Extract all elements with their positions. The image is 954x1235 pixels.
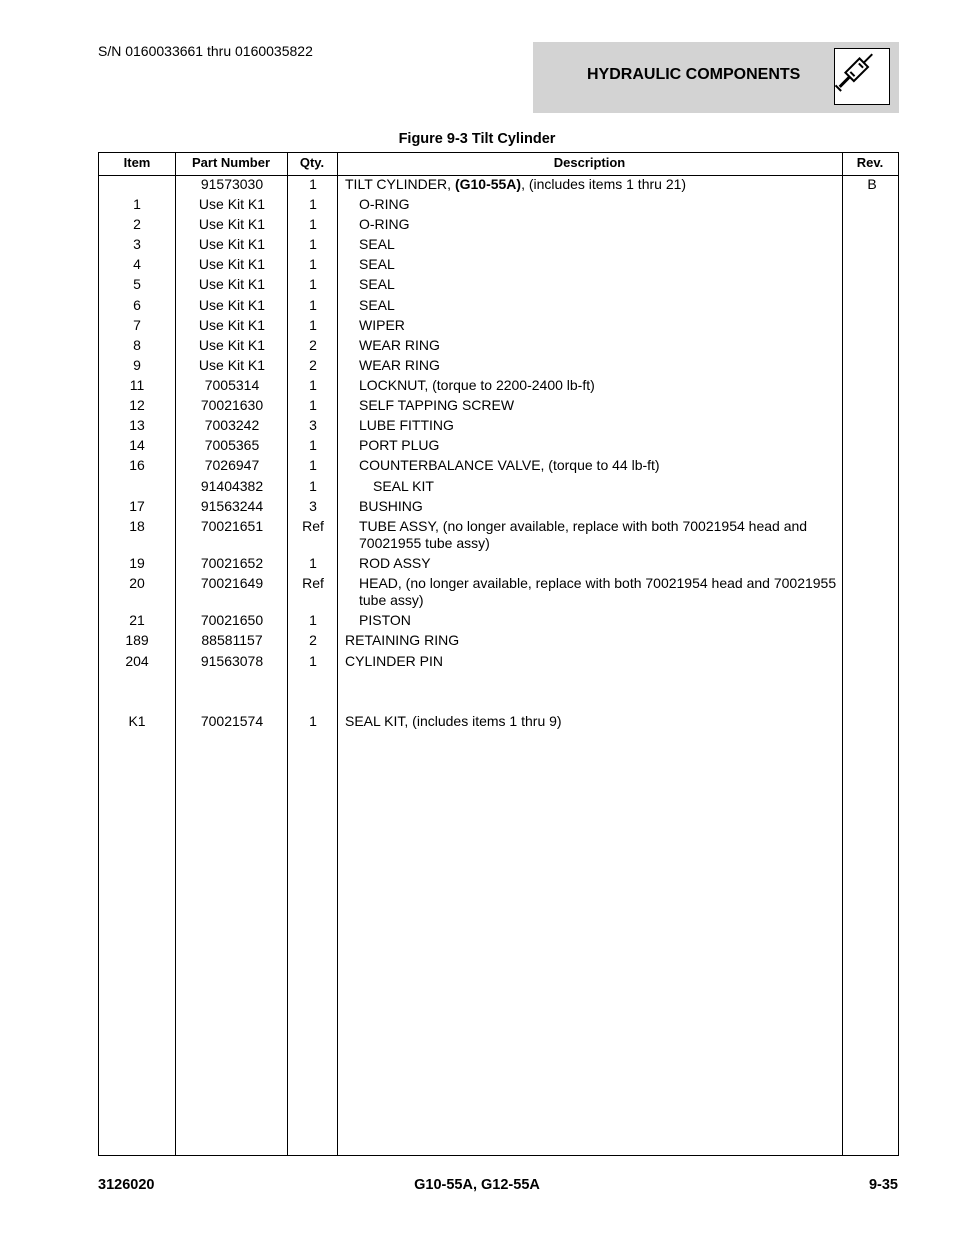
part-number: 91563244 (200, 498, 264, 514)
item-number: 12 (129, 397, 145, 413)
table-row (99, 653, 898, 673)
quantity: 1 (309, 653, 317, 669)
table-row (99, 437, 898, 457)
quantity: 2 (309, 357, 317, 373)
description: SEAL (359, 236, 395, 252)
table-row (99, 337, 898, 357)
quantity: 2 (309, 632, 317, 648)
item-number: 16 (129, 457, 145, 473)
part-number: 7005365 (204, 437, 260, 453)
part-number: 7003242 (204, 417, 260, 433)
part-number: Use Kit K1 (198, 256, 266, 272)
description-text: , (includes items 1 thru 21) (521, 176, 687, 192)
item-number: K1 (128, 713, 146, 729)
item-number: 4 (133, 256, 141, 272)
description: CYLINDER PIN (345, 653, 444, 669)
item-number: 189 (125, 632, 149, 648)
item-number: 20 (129, 575, 145, 591)
quantity: 1 (309, 612, 317, 628)
table-row (99, 297, 898, 317)
table-row (99, 632, 898, 652)
table-row (99, 256, 898, 276)
quantity: 3 (309, 417, 317, 433)
description: HEAD, (no longer available, replace with both 70021954 head and 70021955 tube assy) (359, 575, 837, 608)
description: BUSHING (359, 498, 423, 514)
table-row (99, 457, 898, 477)
quantity: 1 (309, 555, 317, 571)
quantity: Ref (302, 575, 324, 591)
parts-table (98, 152, 899, 1156)
model-numbers: G10-55A, G12-55A (414, 1177, 540, 1193)
figure-title: Figure 9-3 Tilt Cylinder (398, 131, 556, 147)
item-number: 6 (133, 297, 141, 313)
document-number: 3126020 (98, 1177, 155, 1193)
part-number: Use Kit K1 (198, 337, 266, 353)
description: O-RING (359, 216, 410, 232)
table-row (99, 555, 898, 575)
part-number: 70021630 (200, 397, 264, 413)
table-row (99, 196, 898, 216)
description: ROD ASSY (359, 555, 431, 571)
description: LUBE FITTING (359, 417, 454, 433)
table-row (99, 216, 898, 236)
description: TUBE ASSY, (no longer available, replace with both 70021954 head and 70021955 tube assy) (359, 518, 808, 551)
part-number: Use Kit K1 (198, 317, 266, 333)
description: WIPER (359, 317, 405, 333)
quantity: 1 (309, 196, 317, 212)
part-number: 70021652 (200, 555, 264, 571)
column-header-rev: Rev. (856, 155, 884, 170)
part-number: Use Kit K1 (198, 357, 266, 373)
quantity: 3 (309, 498, 317, 514)
table-row (99, 518, 898, 551)
part-number: Use Kit K1 (198, 216, 266, 232)
part-number: 91573030 (200, 176, 264, 192)
quantity: 1 (309, 276, 317, 292)
serial-number-range: S/N 0160033661 thru 0160035822 (98, 43, 313, 59)
item-number: 14 (129, 437, 145, 453)
part-number: 7005314 (204, 377, 260, 393)
table-row (99, 575, 898, 608)
quantity: 1 (309, 457, 317, 473)
quantity: 1 (309, 216, 317, 232)
page-number: 9-35 (868, 1177, 898, 1193)
table-row (99, 236, 898, 256)
description: WEAR RING (359, 357, 440, 373)
table-row (99, 377, 898, 397)
section-title: HYDRAULIC COMPONENTS (587, 66, 801, 83)
column-header-item: Item (123, 155, 151, 170)
model-code: (G10-55A) (454, 176, 522, 192)
part-number: 70021651 (200, 518, 264, 534)
description: RETAINING RING (345, 632, 460, 648)
item-number: 5 (133, 276, 141, 292)
revision: B (867, 176, 877, 192)
quantity: 1 (309, 236, 317, 252)
table-row (99, 713, 898, 733)
item-number: 17 (129, 498, 145, 514)
item-number: 21 (129, 612, 145, 628)
description: SEAL KIT, (includes items 1 thru 9) (345, 713, 562, 729)
table-row (99, 317, 898, 337)
quantity: 1 (309, 437, 317, 453)
description: PORT PLUG (359, 437, 440, 453)
description (341, 176, 841, 193)
table-row (99, 612, 898, 632)
description: SEAL (359, 297, 395, 313)
item-number: 11 (129, 377, 145, 393)
item-number: 9 (133, 357, 141, 373)
description: SELF TAPPING SCREW (359, 397, 515, 413)
item-number: 3 (133, 236, 141, 252)
table-row (99, 276, 898, 296)
table-row (99, 357, 898, 377)
item-number: 1 (133, 196, 141, 212)
section-header (533, 42, 899, 113)
item-number: 7 (133, 317, 141, 333)
description: SEAL (359, 276, 395, 292)
description: O-RING (359, 196, 410, 212)
item-number: 19 (129, 555, 145, 571)
column-header-part-number: Part Number (191, 155, 271, 170)
description: PISTON (359, 612, 411, 628)
part-number: 70021649 (200, 575, 264, 591)
quantity: 1 (309, 297, 317, 313)
table-row (99, 176, 898, 196)
description: COUNTERBALANCE VALVE, (torque to 44 lb-ft) (359, 457, 660, 473)
description: SEAL KIT (373, 478, 434, 494)
table-row (99, 478, 898, 498)
item-number: 18 (129, 518, 145, 534)
part-number: Use Kit K1 (198, 236, 266, 252)
part-number: 91563078 (200, 653, 264, 669)
part-number: Use Kit K1 (198, 297, 266, 313)
table-row (99, 498, 898, 518)
part-number: 88581157 (201, 632, 263, 648)
description-text: TILT CYLINDER, (345, 176, 455, 192)
description: SEAL (359, 256, 395, 272)
part-number: 7026947 (204, 457, 260, 473)
quantity: 1 (309, 377, 317, 393)
item-number: 8 (133, 337, 141, 353)
part-number: 91404382 (200, 478, 264, 494)
quantity: 1 (309, 317, 317, 333)
quantity: 1 (309, 478, 317, 494)
column-header-qty: Qty. (299, 155, 325, 170)
quantity: 1 (309, 256, 317, 272)
table-row (99, 417, 898, 437)
item-number: 13 (129, 417, 145, 433)
part-number: 70021650 (200, 612, 264, 628)
description: WEAR RING (359, 337, 440, 353)
table-row (99, 397, 898, 417)
hydraulic-cylinder-icon (834, 48, 890, 105)
description: LOCKNUT, (torque to 2200-2400 lb-ft) (359, 377, 595, 393)
column-header-description: Description (553, 155, 626, 170)
quantity: 1 (309, 713, 317, 729)
item-number: 204 (125, 653, 149, 669)
item-number: 2 (133, 216, 141, 232)
quantity: 2 (309, 337, 317, 353)
quantity: 1 (309, 397, 317, 413)
part-number: Use Kit K1 (198, 196, 266, 212)
quantity: Ref (302, 518, 324, 534)
part-number: 70021574 (200, 713, 264, 729)
quantity: 1 (309, 176, 317, 192)
part-number: Use Kit K1 (198, 276, 266, 292)
